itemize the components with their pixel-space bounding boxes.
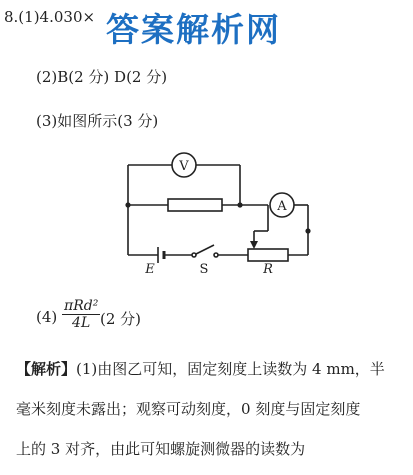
junction-dot (305, 228, 310, 233)
answer-part-4-score: (2 分) (100, 310, 142, 328)
junction-dot (125, 202, 130, 207)
question-number-line: 8.(1)4.030× (4, 8, 96, 26)
switch-contact (192, 253, 196, 257)
rheostat-symbol (248, 249, 288, 261)
watermark-logo: 答案解析网 (106, 10, 281, 49)
slider-arrow (250, 241, 258, 249)
answer-part-2: (2)B(2 分) D(2 分) (36, 68, 168, 86)
fraction-denominator: 4L (72, 315, 91, 331)
answer-part-4-label: (4) (36, 308, 58, 326)
resistor-symbol (168, 199, 222, 211)
explanation-line-3: 上的 3 对齐，由此可知螺旋测微器的读数为 (16, 440, 306, 458)
answer-part-3: (3)如图所示(3 分) (36, 112, 159, 130)
switch-contact (214, 253, 218, 257)
switch-blade (196, 245, 214, 254)
explanation-line-2: 毫米刻度未露出；观察可动刻度，0 刻度与固定刻度 (16, 400, 361, 418)
voltmeter-label: V (179, 159, 189, 174)
battery-label: E (145, 262, 155, 277)
answer-part-4-fraction (62, 298, 100, 331)
rheostat-label: R (263, 262, 273, 277)
ammeter-label: A (277, 199, 287, 214)
switch-label: S (199, 262, 209, 277)
fraction-numerator: πRd² (64, 298, 99, 314)
explanation-tag: 【解析】 (16, 360, 77, 378)
circuit-diagram (118, 145, 318, 280)
explanation-line-1 (16, 358, 406, 379)
explanation-line-1-text: (1)由图乙可知，固定刻度上读数为 4 mm，半 (76, 360, 385, 378)
junction-dot (237, 202, 242, 207)
